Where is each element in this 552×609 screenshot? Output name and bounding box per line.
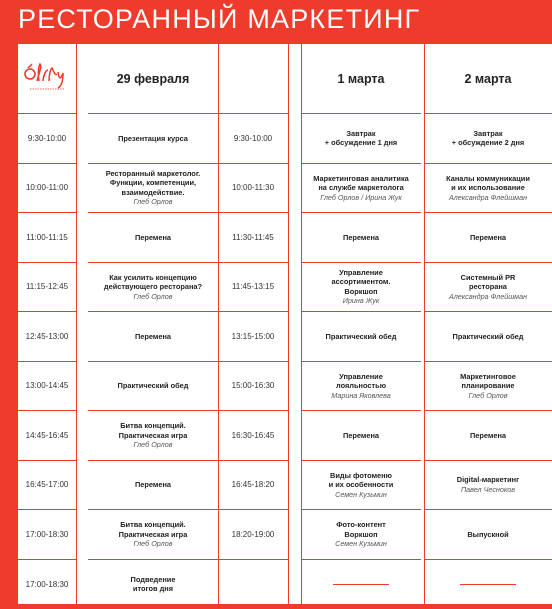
time-slot: 16:45-17:00 — [26, 480, 69, 489]
event-title: Digital-маркетинг — [457, 475, 519, 485]
event-title: Перемена — [470, 233, 506, 243]
event-speaker: Глеб Орлов / Ирина Жук — [320, 193, 402, 203]
event-title: Битва концепций. Практическая игра — [119, 520, 188, 539]
day3-header — [424, 44, 552, 114]
time-slot: 18:20-19:00 — [232, 530, 275, 539]
event-speaker: Глеб Орлов — [134, 197, 173, 207]
time-cell — [18, 164, 76, 214]
time-slot: 11:00-11:15 — [26, 233, 68, 242]
event-title: Практический обед — [326, 332, 397, 342]
time-header-empty — [218, 44, 288, 114]
signature-logo-icon — [22, 62, 72, 96]
time-cell — [218, 114, 288, 164]
event-speaker: Ирина Жук — [343, 296, 380, 306]
time-slot: 15:00-16:30 — [232, 381, 275, 390]
schedule-cell — [301, 560, 421, 609]
schedule-cell — [88, 213, 218, 263]
time-slot: 17:00-18:30 — [26, 580, 69, 589]
time-slot: 17:00-18:30 — [26, 530, 69, 539]
time-cell — [218, 411, 288, 461]
event-title: Завтрак + обсуждение 2 дня — [452, 129, 525, 148]
event-title: Как усилить концепцию действующего ресторана? — [104, 273, 202, 292]
time-cell — [218, 461, 288, 511]
time-cell — [18, 411, 76, 461]
event-speaker: Глеб Орлов — [134, 539, 173, 549]
schedule-cell — [424, 560, 552, 609]
time-slot: 11:30-11:45 — [232, 233, 274, 242]
time-slot: 9:30-10:00 — [234, 134, 272, 143]
schedule-cell — [301, 114, 421, 164]
event-title: Перемена — [470, 431, 506, 441]
time-slot: 9:30-10:00 — [28, 134, 66, 143]
day2-time-column — [218, 44, 288, 604]
event-speaker: Александра Флейшман — [449, 292, 527, 302]
event-title: Управление ассортиментом. Воркшоп — [332, 268, 391, 297]
day1-date: 29 февраля — [117, 72, 190, 86]
event-title: Перемена — [135, 332, 171, 342]
schedule-cell — [88, 263, 218, 313]
schedule-cell — [88, 461, 218, 511]
event-title: Виды фотоменю и их особенности — [329, 471, 394, 490]
event-speaker: Александра Флейшман — [449, 193, 527, 203]
schedule-cell — [424, 263, 552, 313]
event-title: Маркетинговая аналитика на службе маркетолога — [313, 174, 409, 193]
schedule-cell — [424, 164, 552, 214]
time-slot: 16:45-18:20 — [232, 480, 275, 489]
event-title: Ресторанный маркетолог. Функции, компетенции, взаимодействие. — [106, 169, 200, 198]
event-title: Перемена — [343, 233, 379, 243]
schedule-cell — [424, 312, 552, 362]
day2-date: 1 марта — [337, 72, 384, 86]
day1-time-column — [18, 44, 76, 604]
column-divider — [288, 44, 289, 604]
schedule-cell — [301, 362, 421, 412]
day2-header — [301, 44, 421, 114]
time-cell — [18, 312, 76, 362]
time-slot: 14:45-16:45 — [26, 431, 69, 440]
schedule-cell — [424, 461, 552, 511]
schedule-cell — [88, 164, 218, 214]
logo — [18, 44, 76, 114]
time-slot: 12:45-13:00 — [26, 332, 69, 341]
schedule-cell — [88, 114, 218, 164]
schedule-cell — [88, 411, 218, 461]
event-title: Маркетинговое планирование — [460, 372, 516, 391]
time-slot: 11:15-12:45 — [26, 282, 68, 291]
time-cell — [218, 560, 288, 609]
day3-date: 2 марта — [464, 72, 511, 86]
event-speaker: Павел Чесноков — [461, 485, 515, 495]
day3-events-column — [424, 44, 552, 604]
time-slot: 10:00-11:00 — [26, 183, 68, 192]
event-title: Завтрак + обсуждение 1 дня — [325, 129, 398, 148]
event-speaker: Глеб Орлов — [134, 292, 173, 302]
empty-dash — [333, 584, 389, 586]
event-speaker: Марина Яковлева — [331, 391, 390, 401]
schedule-cell — [301, 263, 421, 313]
schedule-cell — [88, 510, 218, 560]
event-title: Выпускной — [467, 530, 508, 540]
event-speaker: Глеб Орлов — [469, 391, 508, 401]
time-cell — [18, 510, 76, 560]
schedule-cell — [88, 312, 218, 362]
event-title: Перемена — [343, 431, 379, 441]
day2-events-column — [301, 44, 421, 604]
event-speaker: Семен Кузьмин — [335, 539, 387, 549]
event-title: Подведение итогов дня — [131, 575, 176, 594]
schedule-cell — [424, 213, 552, 263]
schedule-cell — [88, 362, 218, 412]
event-title: Перемена — [135, 480, 171, 490]
schedule-cell — [424, 510, 552, 560]
day1-events-column — [88, 44, 218, 604]
event-speaker: Семен Кузьмин — [335, 490, 387, 500]
event-title: Практический обед — [118, 381, 189, 391]
time-cell — [18, 114, 76, 164]
event-title: Системный PR ресторана — [461, 273, 516, 292]
event-speaker: Глеб Орлов — [134, 440, 173, 450]
time-cell — [218, 213, 288, 263]
time-cell — [18, 213, 76, 263]
event-title: Каналы коммуникации и их использование — [446, 174, 530, 193]
schedule-table — [18, 44, 552, 604]
time-slot: 16:30-16:45 — [232, 431, 275, 440]
page-title: РЕСТОРАННЫЙ МАРКЕТИНГ — [18, 0, 420, 38]
event-title: Фото-контент Воркшоп — [336, 520, 386, 539]
event-title: Управление лояльностью — [336, 372, 386, 391]
time-cell — [18, 461, 76, 511]
schedule-cell — [424, 411, 552, 461]
schedule-cell — [301, 213, 421, 263]
event-title: Перемена — [135, 233, 171, 243]
schedule-cell — [301, 461, 421, 511]
column-divider — [76, 44, 77, 604]
schedule-cell — [301, 312, 421, 362]
event-title: Презентация курса — [118, 134, 188, 144]
event-title: Практический обед — [453, 332, 524, 342]
schedule-cell — [301, 411, 421, 461]
time-slot: 13:00-14:45 — [26, 381, 69, 390]
time-slot: 13:15-15:00 — [232, 332, 275, 341]
time-cell — [18, 362, 76, 412]
time-cell — [218, 510, 288, 560]
time-cell — [218, 263, 288, 313]
empty-dash — [460, 584, 516, 586]
schedule-cell — [301, 164, 421, 214]
time-cell — [218, 362, 288, 412]
schedule-cell — [424, 362, 552, 412]
event-title: Битва концепций. Практическая игра — [119, 421, 188, 440]
day1-header — [88, 44, 218, 114]
schedule-cell — [301, 510, 421, 560]
time-slot: 11:45-13:15 — [232, 282, 274, 291]
schedule-cell — [88, 560, 218, 609]
time-cell — [18, 263, 76, 313]
time-slot: 10:00-11:30 — [232, 183, 274, 192]
time-cell — [218, 312, 288, 362]
time-cell — [18, 560, 76, 609]
time-cell — [218, 164, 288, 214]
schedule-cell — [424, 114, 552, 164]
